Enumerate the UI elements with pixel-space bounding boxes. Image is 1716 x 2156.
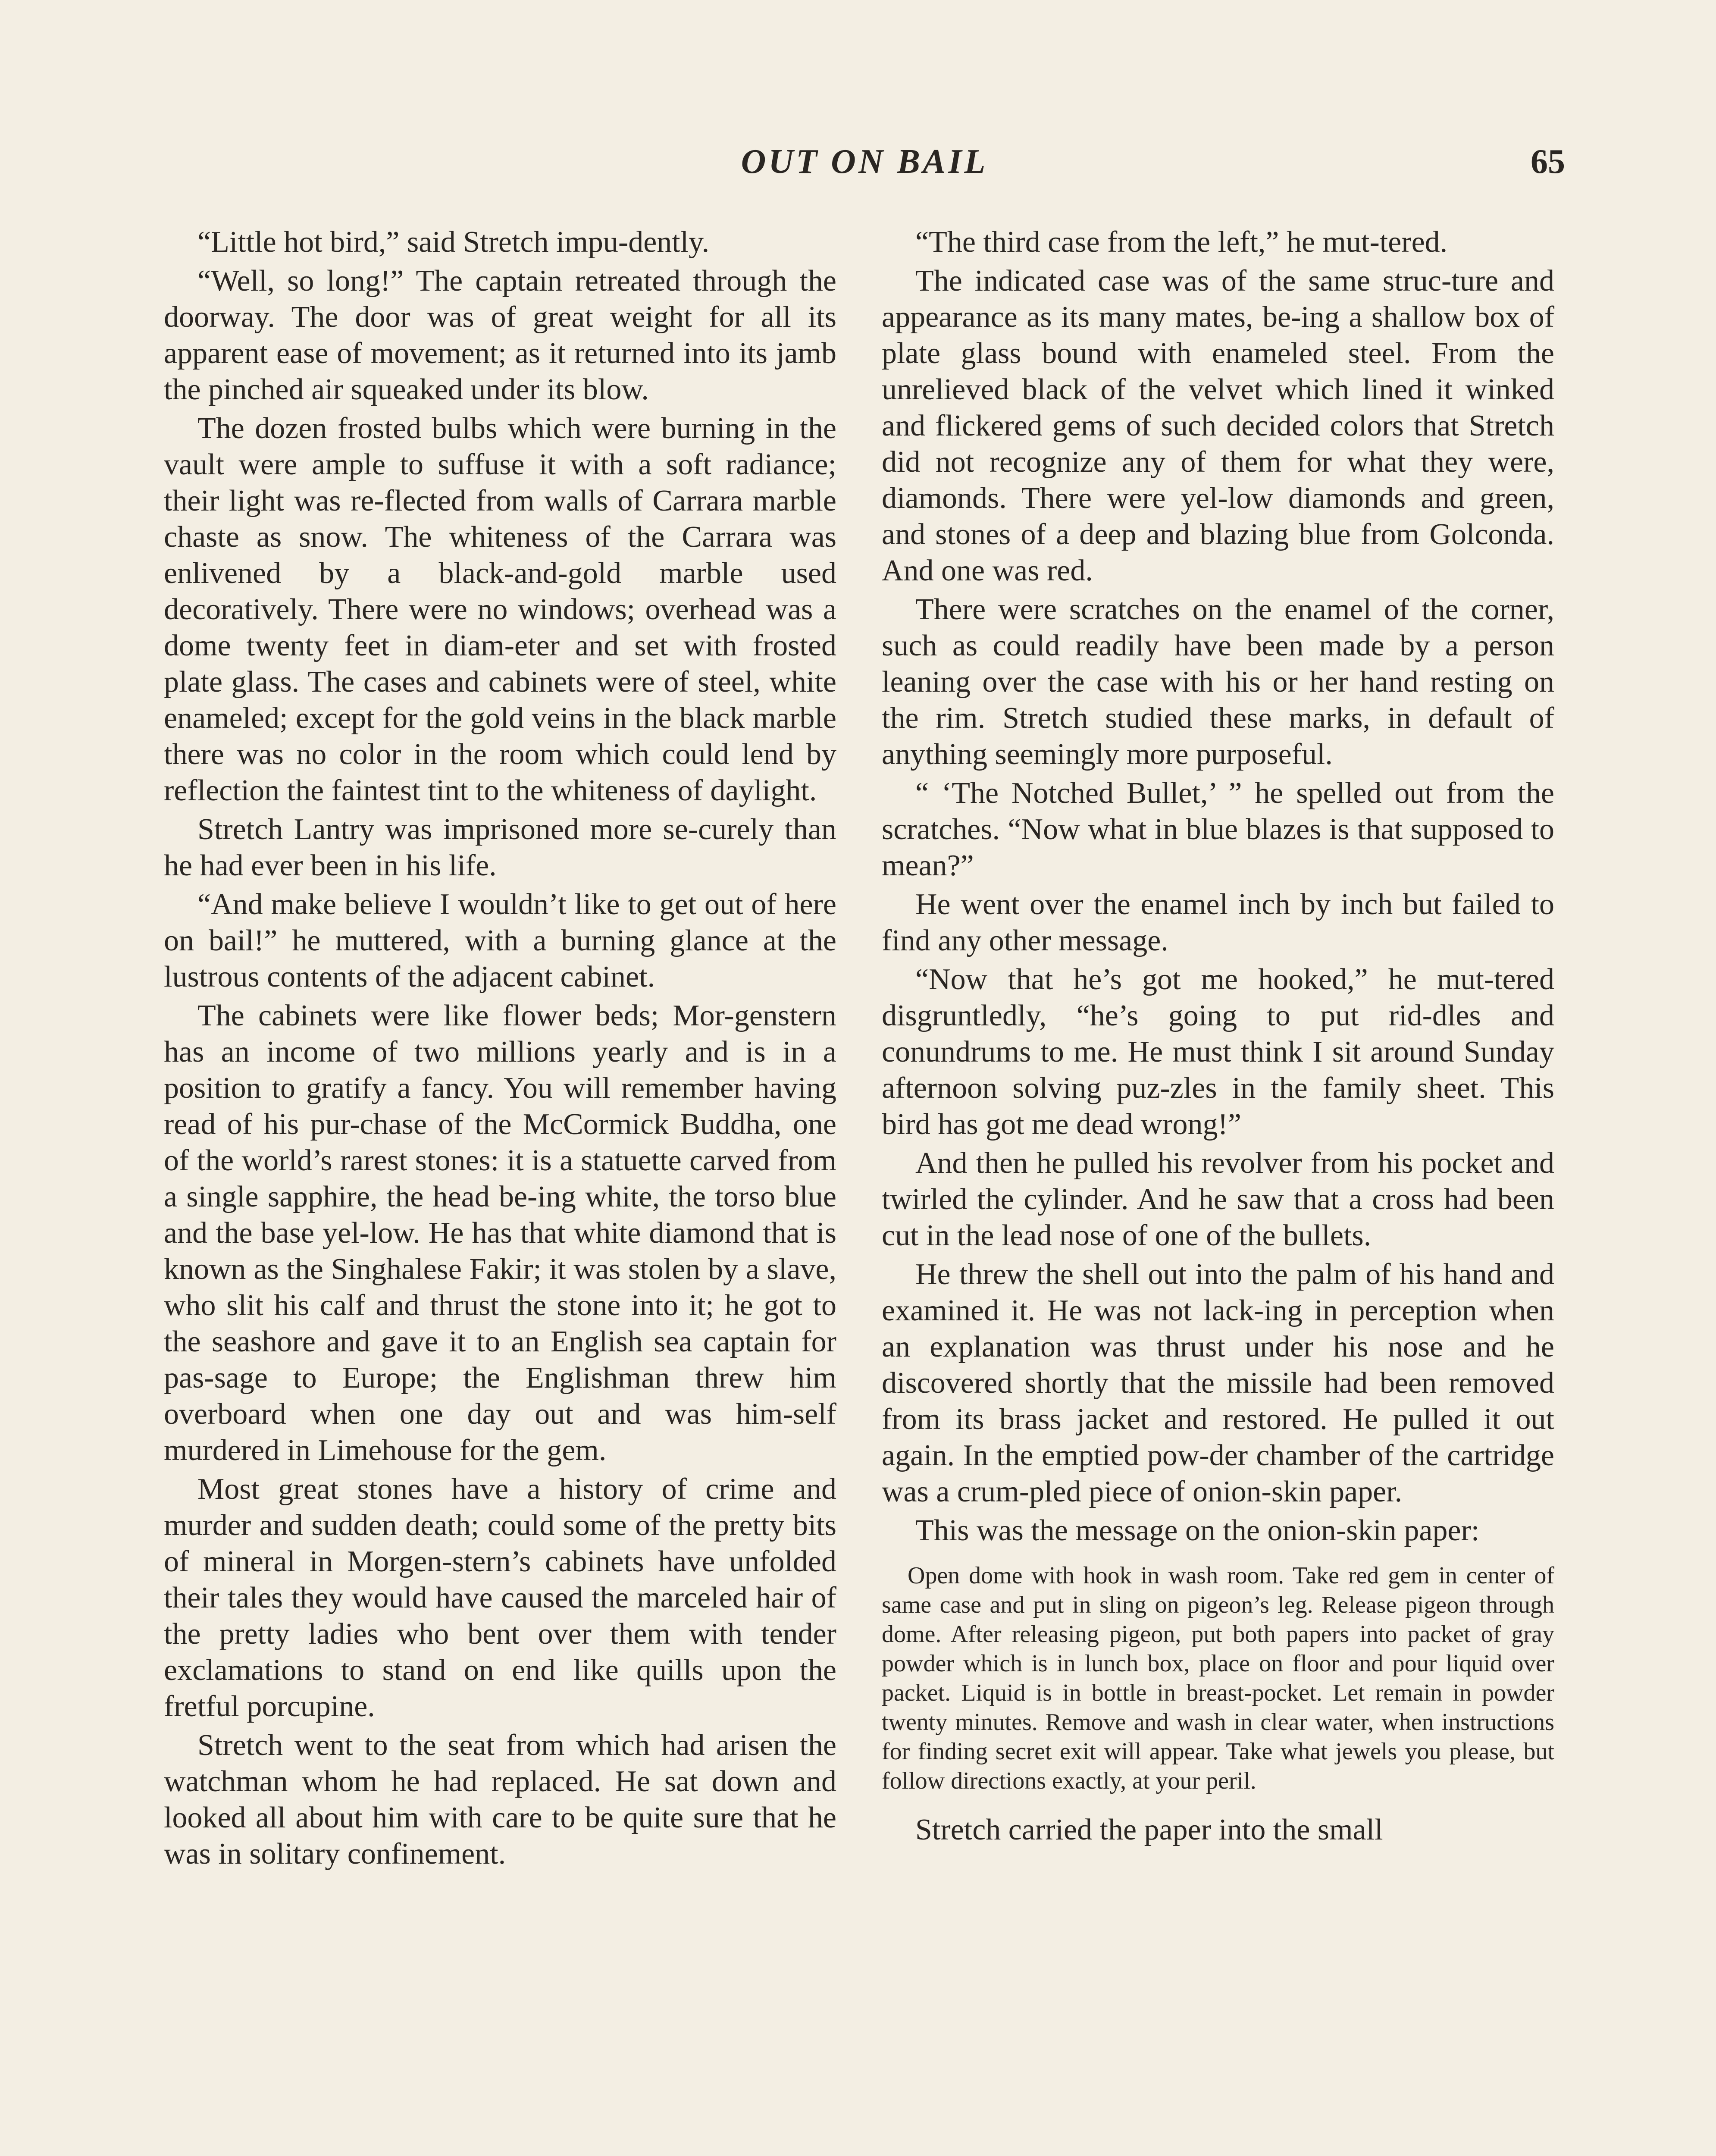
paragraph: “Now that he’s got me hooked,” he mut-tered disgruntledly, “he’s going to put rid-dles and conundrums to me. He must think I sit around Sunday afternoon solving puz-zles in the family sheet. This bird has got me dead wrong!” xyxy=(882,963,1554,1141)
paragraph: “And make believe I wouldn’t like to get out of here on bail!” he muttered, with a burning glance at the lustrous contents of the adjacent cabinet. xyxy=(164,888,836,993)
running-title: OUT ON BAIL xyxy=(741,143,988,181)
paragraph: “The third case from the left,” he mut-tered. xyxy=(915,226,1448,259)
paragraph: There were scratches on the enamel of the corner, such as could readily have been made by a person leaning over the case with his or her hand resting on the rim. Stretch studied these marks, in default of anything seemingly more purposeful. xyxy=(882,593,1554,771)
paragraph: “Little hot bird,” said Stretch impu-dently. xyxy=(197,226,710,259)
page-number: 65 xyxy=(1531,143,1565,181)
paragraph: The indicated case was of the same struc-ture and appearance as its many mates, be-ing a shallow box of plate glass bound with enameled steel. From the unrelieved black of the velvet which lined it winked and flickered gems of such decided colors that Stretch did not recognize any of them for what they were, diamonds. There were yel-low diamonds and green, and stones of a deep and blazing blue from Golconda. And one was red. xyxy=(882,264,1554,587)
paragraph: Stretch carried the paper into the small xyxy=(915,1813,1383,1846)
paragraph: And then he pulled his revolver from his pocket and twirled the cylinder. And he saw that a cross had been cut in the lead nose of one of the bullets. xyxy=(882,1147,1554,1252)
paragraph: “Well, so long!” The captain retreated through the doorway. The door was of great weight for all its apparent ease of movement; as it returned into its jamb the pinched air squeaked under its blow. xyxy=(164,264,836,406)
paragraph: This was the message on the onion-skin paper: xyxy=(915,1514,1480,1547)
paragraph: The cabinets were like flower beds; Mor-genstern has an income of two millions yearly and is in a position to gratify a fancy. You will remember having read of his pur-chase of the McCormick Buddha, one of the world’s rarest stones: it is a statuette carved from a single sapphire, the head be-ing white, the torso blue and the base yel-low. He has that white diamond that is known as the Singhalese Fakir; it was stolen by a slave, who slit his calf and thrust the stone into it; he got to the seashore and gave it to an English sea captain for pas-sage to Europe; the Englishman threw him overboard when one day out and was him-self murdered in Limehouse for the gem. xyxy=(164,999,836,1467)
left-column xyxy=(164,224,836,1875)
paragraph: Stretch went to the seat from which had arisen the watchman whom he had replaced. He sat down and looked all about him with care to be quite sure that he was in solitary confinement. xyxy=(164,1729,836,1871)
paragraph: Stretch Lantry was imprisoned more se-curely than he had ever been in his life. xyxy=(164,813,836,882)
paragraph: He went over the enamel inch by inch but failed to find any other message. xyxy=(882,888,1554,957)
paragraph: The dozen frosted bulbs which were burning in the vault were ample to suffuse it with a soft radiance; their light was re-flected from walls of Carrara marble chaste as snow. The whiteness of the Carrara was enlivened by a black-and-gold marble used decoratively. There were no windows; overhead was a dome twenty feet in diam-eter and set with frosted plate glass. The cases and cabinets were of steel, white enameled; except for the gold veins in the black marble there was no color in the room which could lend by reflection the faintest tint to the whiteness of daylight. xyxy=(164,412,836,807)
right-column xyxy=(882,224,1554,1851)
paragraph: “ ‘The Notched Bullet,’ ” he spelled out from the scratches. “Now what in blue blazes is that supposed to mean?” xyxy=(882,777,1554,882)
paragraph: Most great stones have a history of crime and murder and sudden death; could some of the pretty bits of mineral in Morgen-stern’s cabinets have unfolded their tales they would have caused the marceled hair of the pretty ladies who bent over them with tender exclamations to stand on end like quills upon the fretful porcupine. xyxy=(164,1473,836,1723)
page-header xyxy=(164,142,1565,203)
paragraph: He threw the shell out into the palm of his hand and examined it. He was not lack-ing in perception when an explanation was thrust under his nose and he discovered shortly that the missile had been removed from its brass jacket and restored. He pulled it out again. In the emptied pow-der chamber of the cartridge was a crum-pled piece of onion-skin paper. xyxy=(882,1258,1554,1508)
onion-skin-message: Open dome with hook in wash room. Take red gem in center of same case and put in sling on pigeon’s leg. Release pigeon through dome. After releasing pigeon, put both papers into packet of gray powder which is in lunch box, place on floor and pour liquid over packet. Liquid is in bottle in breast-pocket. Let remain in powder twenty minutes. Remove and wash in clear water, when instructions for finding secret exit will appear. Take what jewels you please, but follow directions exactly, at your peril. xyxy=(882,1562,1554,1794)
